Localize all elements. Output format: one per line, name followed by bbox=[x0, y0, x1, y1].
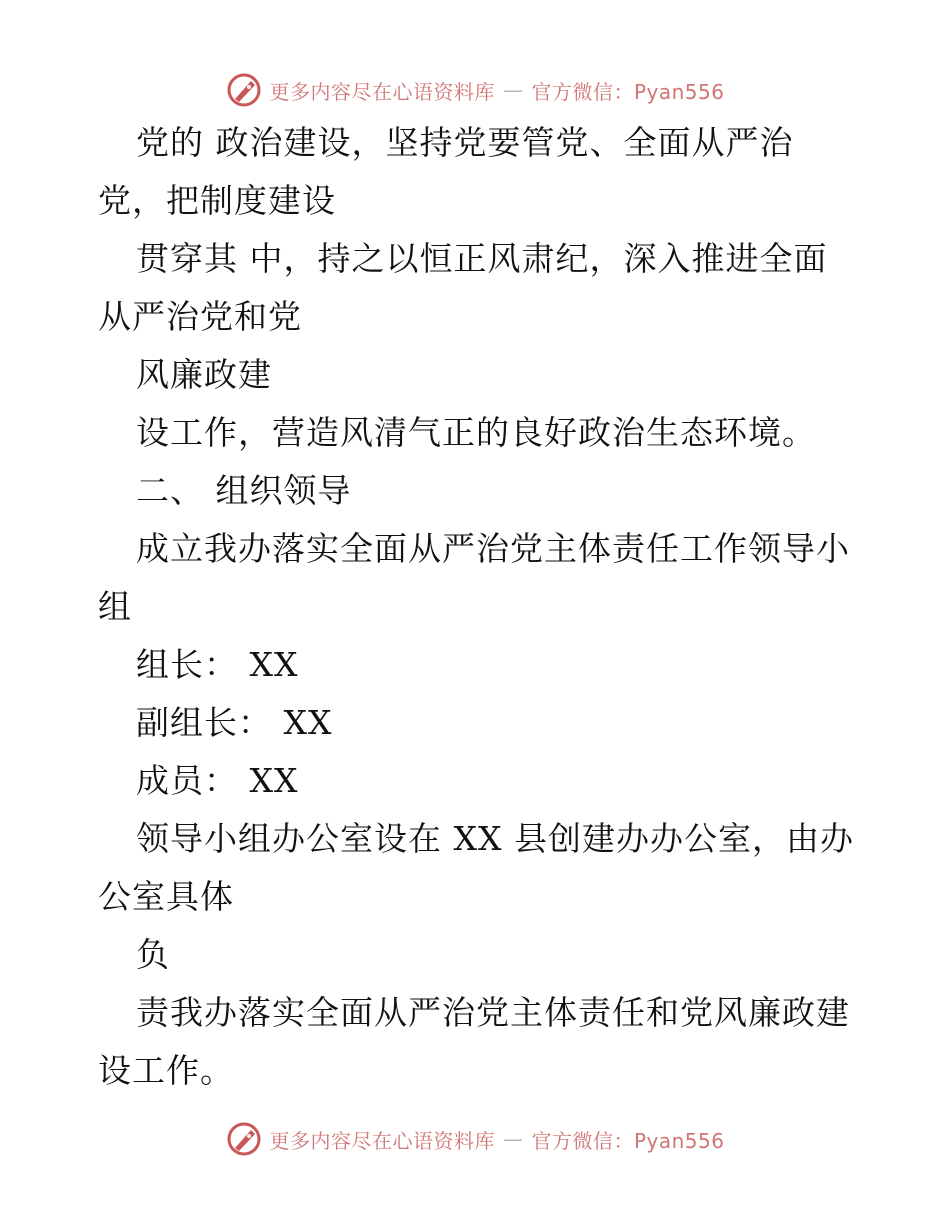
footer-banner bbox=[0, 1119, 950, 1159]
body-line: 从严治党和党 bbox=[98, 297, 302, 336]
body-line: 成立我办落实全面从严治党主体责任工作领导小 bbox=[136, 529, 850, 568]
body-line: 组 bbox=[98, 587, 132, 626]
header-banner bbox=[0, 70, 950, 110]
banner-wechat: 官方微信：Pyan556 bbox=[531, 1128, 725, 1153]
body-line: 贯穿其 中，持之以恒正风肃纪，深入推进全面 bbox=[136, 239, 828, 278]
body-line: 领导小组办公室设在 XX 县创建办办公室，由办 bbox=[136, 819, 854, 858]
banner-text: 更多内容尽在心语资料库 bbox=[269, 79, 495, 104]
pen-nib-logo-icon bbox=[225, 1120, 263, 1158]
body-line: 负 bbox=[136, 935, 170, 974]
document-body bbox=[98, 114, 858, 1100]
banner-text: 更多内容尽在心语资料库 bbox=[269, 1128, 495, 1153]
body-line: 责我办落实全面从严治党主体责任和党风廉政建 bbox=[136, 993, 850, 1032]
body-line: 党，把制度建设 bbox=[98, 181, 336, 220]
banner-separator: — bbox=[502, 78, 524, 102]
section-heading: 二、 组织领导 bbox=[136, 471, 352, 510]
body-line: 党的 政治建设，坚持党要管党、全面从严治 bbox=[136, 123, 794, 162]
banner-separator: — bbox=[502, 1127, 524, 1151]
body-line: 风廉政建 bbox=[136, 355, 272, 394]
pen-nib-logo-icon bbox=[225, 71, 263, 109]
body-line: 成员： XX bbox=[136, 761, 299, 800]
banner-wechat: 官方微信：Pyan556 bbox=[531, 79, 725, 104]
body-line: 设工作。 bbox=[98, 1051, 234, 1090]
body-line: 组长： XX bbox=[136, 645, 299, 684]
body-line: 设工作，营造风清气正的良好政治生态环境。 bbox=[136, 413, 816, 452]
body-line: 公室具体 bbox=[98, 877, 234, 916]
body-line: 副组长： XX bbox=[136, 703, 333, 742]
